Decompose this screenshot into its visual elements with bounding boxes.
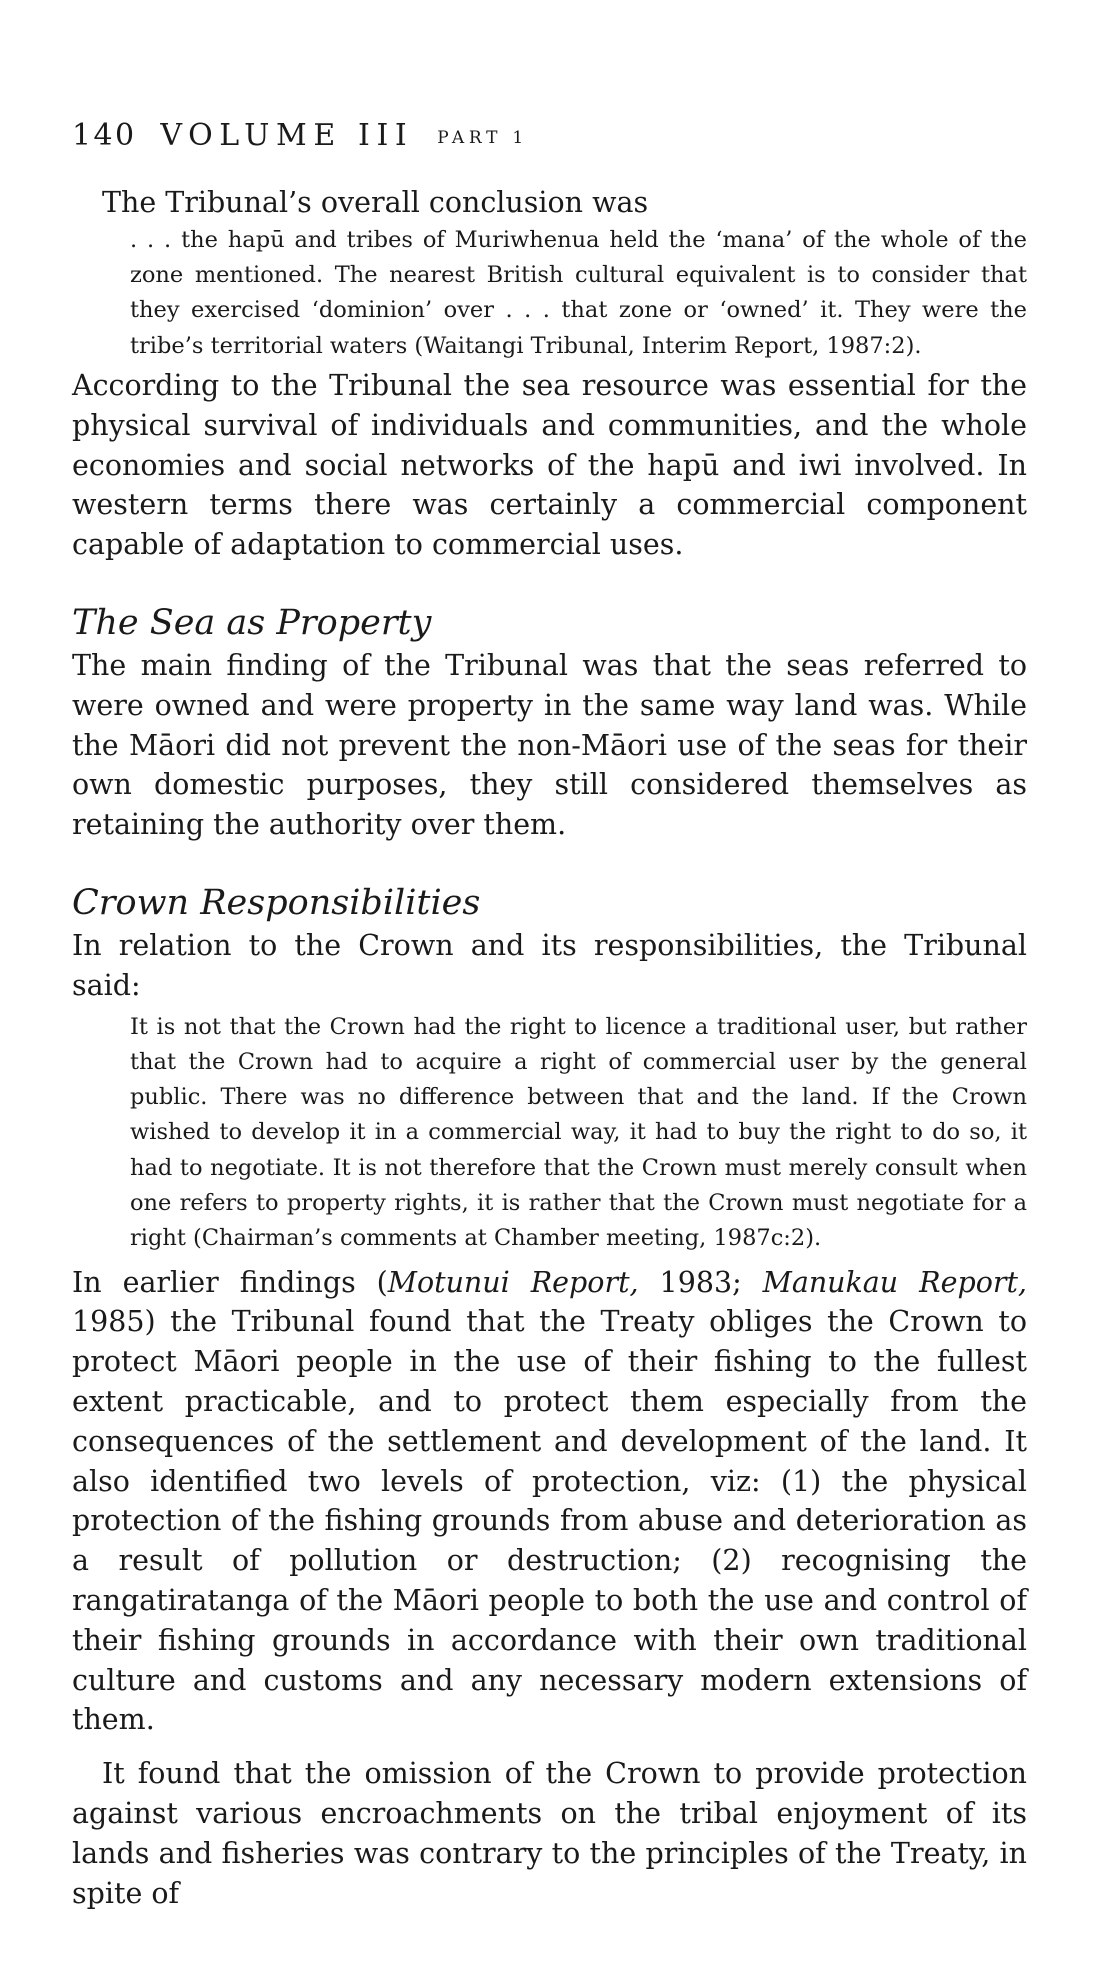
volume-label: VOLUME III [160,118,414,153]
earlier-findings-mid: 1983; [638,1265,763,1299]
intro-sentence: The Tribunal’s overall conclusion was [102,186,649,219]
paragraph-earlier-findings [72,1263,1027,1741]
paragraph-main-finding: The main finding of the Tribunal was that the seas referred to were owned and were property in the same way land was. While the Māori did not prevent the non-Māori use of the seas for their own domestic purposes, they still considered themselves as retaining the authority over them. [72,648,1027,842]
block-quote-interim-report: . . . the hapū and tribes of Muriwhenua held the ‘mana’ of the whole of the zone mentioned. The nearest British cultural equivalent is to consider that they exercised ‘dominion’ over . . . that zone or ‘owned’ it. They were the tribe’s territorial waters (Waitangi Tribunal, Interim Report, 1987:2). [130,226,1027,359]
paragraph-omission: It found that the omission of the Crown to provide protection against various encroachments on the tribal enjoyment of its lands and fisheries was contrary to the principles of the Treaty, in spite of [72,1757,1027,1910]
section-heading-sea-as-property: The Sea as Property [72,602,432,643]
paragraph-crown-intro: In relation to the Crown and its responsibilities, the Tribunal said: [72,928,1027,1002]
section-heading-crown-responsibilities: Crown Responsibilities [72,882,481,923]
paragraph-sea-resource: According to the Tribunal the sea resource was essential for the physical survival of individuals and communities, and the whole economies and social networks of the hapū and iwi involved. In western terms there was certainly a commercial component capable of adaptation to commercial uses. [72,368,1027,562]
motunui-report-ref: Motunui Report, [387,1265,639,1299]
book-page [72,118,1027,1913]
manukau-report-ref: Manukau Report, [762,1265,1027,1299]
running-header [72,118,1027,153]
page-number: 140 [72,118,137,153]
earlier-findings-prefix: In earlier findings ( [72,1265,388,1299]
earlier-findings-rest: 1985) the Tribunal found that the Treaty obliges the Crown to protect Māori people in the use of their fishing to the fullest extent practicable, and to protect them especially from the consequences of the settlement and development of the land. It also identified two levels of protection, viz: (1) the physical protection of the fishing grounds from abuse and deterioration as a result of pollution or destruction; (2) recognising the rangatiratanga of the Māori people to both the use and control of their fishing grounds in accordance with their own traditional culture and customs and any necessary modern extensions of them. [72,1305,1027,1737]
part-label: PART 1 [437,128,529,148]
block-quote-chairman: It is not that the Crown had the right to licence a traditional user, but rather that the Crown had to acquire a right of commercial user by the general public. There was no difference between that and the land. If the Crown wished to develop it in a commercial way, it had to buy the right to do so, it had to negotiate. It is not therefore that the Crown must merely consult when one refers to property rights, it is rather that the Crown must negotiate for a right (Chairman’s comments at Chamber meeting, 1987c:2). [130,1013,1027,1252]
